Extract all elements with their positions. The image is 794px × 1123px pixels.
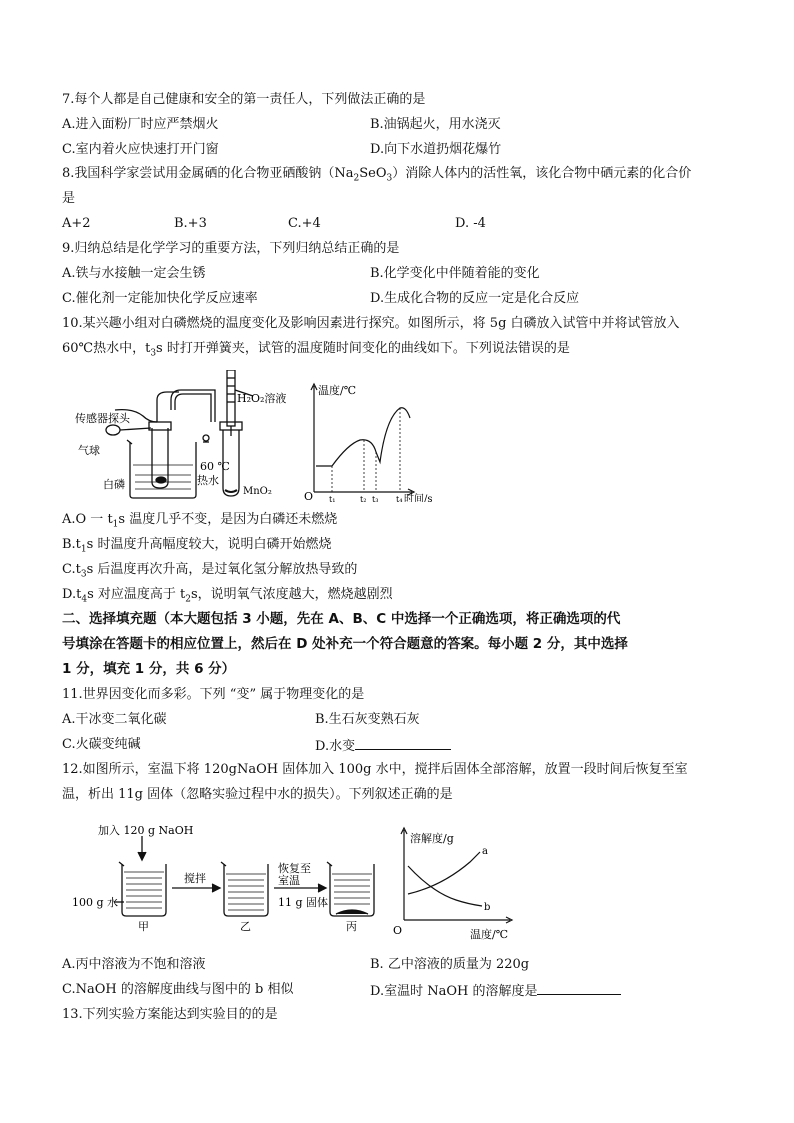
q12-label-solid: 11 g 固体 — [278, 896, 329, 909]
q7-option-d: D.向下水道扔烟花爆竹 — [370, 142, 502, 157]
q12-stem-line1: 12.如图所示，室温下将 120gNaOH 固体加入 100g 水中，搅拌后固体全部溶解，放置一段时间后恢复至室 — [62, 762, 688, 777]
q12-chart-curve-b — [408, 866, 482, 906]
q8-option-b: B.+3 — [174, 216, 207, 231]
q12-option-d: D.室温时 NaOH 的溶解度是 — [370, 982, 621, 1000]
q10-chart-t1: t₁ — [329, 495, 336, 502]
q10-chart-t3: t₃ — [372, 495, 379, 502]
q12-process-figure — [72, 822, 382, 940]
q10-option-b: $B.t_1s$ 时温度升高幅度较大，说明白磷开始燃烧 — [62, 537, 332, 555]
q12-chart-label-a: a — [482, 846, 488, 857]
q12-label-bing: 丙 — [346, 920, 357, 933]
q9-stem: 9.归纳总结是化学学习的重要方法，下列归纳总结正确的是 — [62, 241, 400, 256]
q12-label-restore2: 室温 — [278, 874, 300, 887]
q10-option-a: A.O 一 $t_1s$ 温度几乎不变，是因为白磷还未燃烧 — [62, 512, 338, 530]
q11-option-c: C.火碳变纯碱 — [62, 737, 141, 752]
q12-label-stir: 搅拌 — [184, 872, 206, 885]
q10-chart-t2: t₂ — [360, 495, 367, 502]
q12-chart-curve-a — [408, 852, 480, 894]
q10-label-h2o2: H₂O₂溶液 — [237, 392, 287, 405]
q9-option-d: D.生成化合物的反应一定是化合反应 — [370, 291, 580, 306]
q11-stem: 11.世界因变化而多彩。下列 “变” 属于物理变化的是 — [62, 687, 365, 702]
q12-label-water: 100 g 水 — [72, 896, 119, 909]
q7-option-c: C.室内着火应快速打开门窗 — [62, 142, 219, 157]
q12-solubility-chart — [392, 822, 532, 942]
q8-stem: 8.我国科学家尝试用金属硒的化合物亚硒酸钠$(Na_2SeO_3)$消除人体内的活性氧，该化合物中硒元素的化合价 — [62, 166, 692, 184]
q10-label-60c: 60 ℃ — [200, 460, 230, 473]
q12-label-yi: 乙 — [240, 920, 251, 933]
q7-option-b: B.油锅起火，用水浇灭 — [370, 117, 501, 132]
q12-chart-origin: O — [393, 924, 403, 937]
q9-option-c: C.催化剂一定能加快化学反应速率 — [62, 291, 258, 306]
q10-label-mno2: MnO₂ — [243, 486, 272, 497]
q10-chart-curve — [316, 408, 410, 466]
q7-stem: 7.每个人都是自己健康和安全的第一责任人，下列做法正确的是 — [62, 92, 426, 107]
q9-option-a: A.铁与水接触一定会生锈 — [62, 266, 206, 281]
q8-option-c: C.+4 — [288, 216, 321, 231]
section2-heading-line3: 1 分，填充 1 分，共 6 分） — [62, 661, 236, 677]
q10-label-white-p: 白磷 — [103, 478, 125, 491]
q12-option-c: C.NaOH 的溶解度曲线与图中的 b 相似 — [62, 982, 294, 997]
section2-heading-line2: 号填涂在答题卡的相应位置上，然后在 D 处补充一个符合题意的答案。每小题 2 分，其中选择 — [62, 636, 628, 652]
q12-option-b: B. 乙中溶液的质量为 220g — [370, 957, 530, 972]
q10-chart-origin: O — [304, 490, 314, 502]
q10-stem-line1: 10.某兴趣小组对白磷燃烧的温度变化及影响因素进行探究。如图所示，将 5g 白磷放入试管中并将试管放入 — [62, 316, 680, 331]
q10-label-sensor: 传感器探头 — [75, 412, 130, 425]
q12-chart-xlabel: 温度/℃ — [470, 928, 509, 941]
q10-stem-line2: 60℃热水中，$t_3s$ 时打开弹簧夹，试管的温度随时间变化的曲线如下。下列说法错误的是 — [62, 341, 570, 359]
q10-apparatus-figure — [75, 370, 290, 500]
q10-temperature-chart — [300, 378, 450, 502]
q12-chart-ylabel: 溶解度/g — [410, 832, 454, 845]
q10-option-d: $D.t_4s$ 对应温度高于 $t_2s$，说明氧气浓度越大，燃烧越剧烈 — [62, 587, 393, 605]
q10-label-hot-water: 热水 — [197, 474, 219, 487]
q12-chart-label-b: b — [484, 902, 491, 913]
q12-label-restore1: 恢复至 — [278, 862, 311, 875]
q8-option-a: A+2 — [62, 216, 91, 231]
q11-answer-blank[interactable] — [355, 737, 451, 750]
q13-stem: 13.下列实验方案能达到实验目的的是 — [62, 1007, 278, 1022]
q10-chart-xlabel: 时间/s — [404, 494, 433, 502]
q11-option-a: A.干冰变二氧化碳 — [62, 712, 167, 727]
q12-answer-blank[interactable] — [537, 982, 621, 995]
q12-label-jia: 甲 — [138, 920, 149, 933]
q11-option-b: B.生石灰变熟石灰 — [315, 712, 420, 727]
q12-label-add: 加入 120 g NaOH — [98, 824, 194, 837]
q7-option-a: A.进入面粉厂时应严禁烟火 — [62, 117, 219, 132]
q10-option-c: $C.t_3s$ 后温度再次升高，是过氧化氢分解放热导致的 — [62, 562, 358, 580]
q8-option-d: D. -4 — [455, 216, 486, 231]
q9-option-b: B.化学变化中伴随着能的变化 — [370, 266, 540, 281]
q10-chart-ylabel: 温度/℃ — [318, 384, 357, 397]
q12-option-a: A.丙中溶液为不饱和溶液 — [62, 957, 206, 972]
section2-heading-line1: 二、选择填充题（本大题包括 3 小题，先在 A、B、C 中选择一个正确选项，将正确选项的代 — [62, 611, 621, 627]
q12-stem-line2: 温，析出 11g 固体（忽略实验过程中水的损失）。下列叙述正确的是 — [62, 787, 453, 802]
q11-option-d: D.水变 — [315, 737, 451, 755]
q8-stem-cont: 是 — [62, 191, 76, 206]
q10-label-balloon: 气球 — [78, 444, 100, 457]
q10-chart-t4: t₄ — [396, 495, 403, 502]
